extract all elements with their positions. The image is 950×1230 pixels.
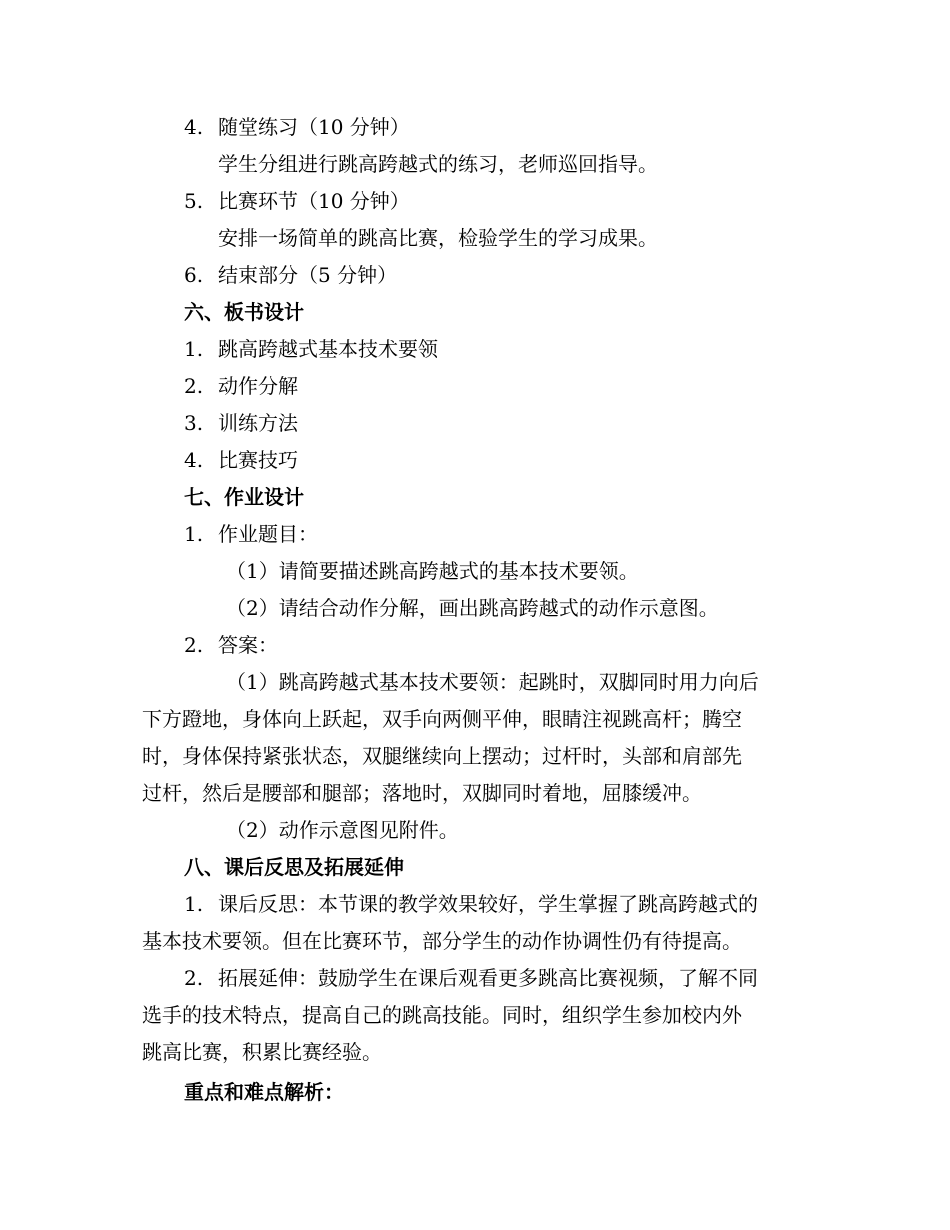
answer-1-line: 过杆，然后是腰部和腿部；落地时，双脚同时着地，屈膝缓冲。	[142, 781, 702, 805]
list-item: 2. 动作分解	[184, 374, 298, 398]
paragraph-line: 选手的技术特点，提高自己的跳高技能。同时，组织学生参加校内外	[142, 1003, 742, 1027]
question-2: （2）请结合动作分解，画出跳高跨越式的动作示意图。	[226, 596, 719, 620]
list-item: 1. 跳高跨越式基本技术要领	[184, 337, 438, 361]
list-item: 4. 比赛技巧	[184, 448, 298, 472]
section-heading-8: 八、课后反思及拓展延伸	[184, 855, 404, 879]
paragraph-line: 2. 拓展延伸：鼓励学生在课后观看更多跳高比赛视频，了解不同	[184, 966, 758, 990]
section-heading-6: 六、板书设计	[184, 300, 304, 324]
list-item-4-title: 4. 随堂练习（10 分钟）	[184, 115, 410, 139]
paragraph: 学生分组进行跳高跨越式的练习，老师巡回指导。	[218, 152, 658, 176]
list-item: 3. 训练方法	[184, 411, 298, 435]
list-item-5-title: 5. 比赛环节（10 分钟）	[184, 189, 410, 213]
paragraph-line: 1. 课后反思：本节课的教学效果较好，学生掌握了跳高跨越式的	[184, 892, 758, 916]
answer-1-line: 时，身体保持紧张状态，双腿继续向上摆动；过杆时，头部和肩部先	[142, 744, 742, 768]
answer-1-line: （1）跳高跨越式基本技术要领：起跳时，双脚同时用力向后	[226, 670, 759, 694]
list-item: 1. 作业题目：	[184, 522, 318, 546]
question-1: （1）请简要描述跳高跨越式的基本技术要领。	[226, 559, 639, 583]
section-heading-7: 七、作业设计	[184, 485, 304, 509]
paragraph-line: 基本技术要领。但在比赛环节，部分学生的动作协调性仍有待提高。	[142, 929, 742, 953]
section-heading-analysis: 重点和难点解析：	[184, 1080, 344, 1104]
answer-1-line: 下方蹬地，身体向上跃起，双手向两侧平伸，眼睛注视跳高杆；腾空	[142, 707, 742, 731]
paragraph-line: 跳高比赛，积累比赛经验。	[142, 1040, 382, 1064]
list-item-6-title: 6. 结束部分（5 分钟）	[184, 263, 398, 287]
paragraph: 安排一场简单的跳高比赛，检验学生的学习成果。	[218, 226, 658, 250]
answer-2: （2）动作示意图见附件。	[226, 818, 459, 842]
list-item: 2. 答案：	[184, 633, 278, 657]
